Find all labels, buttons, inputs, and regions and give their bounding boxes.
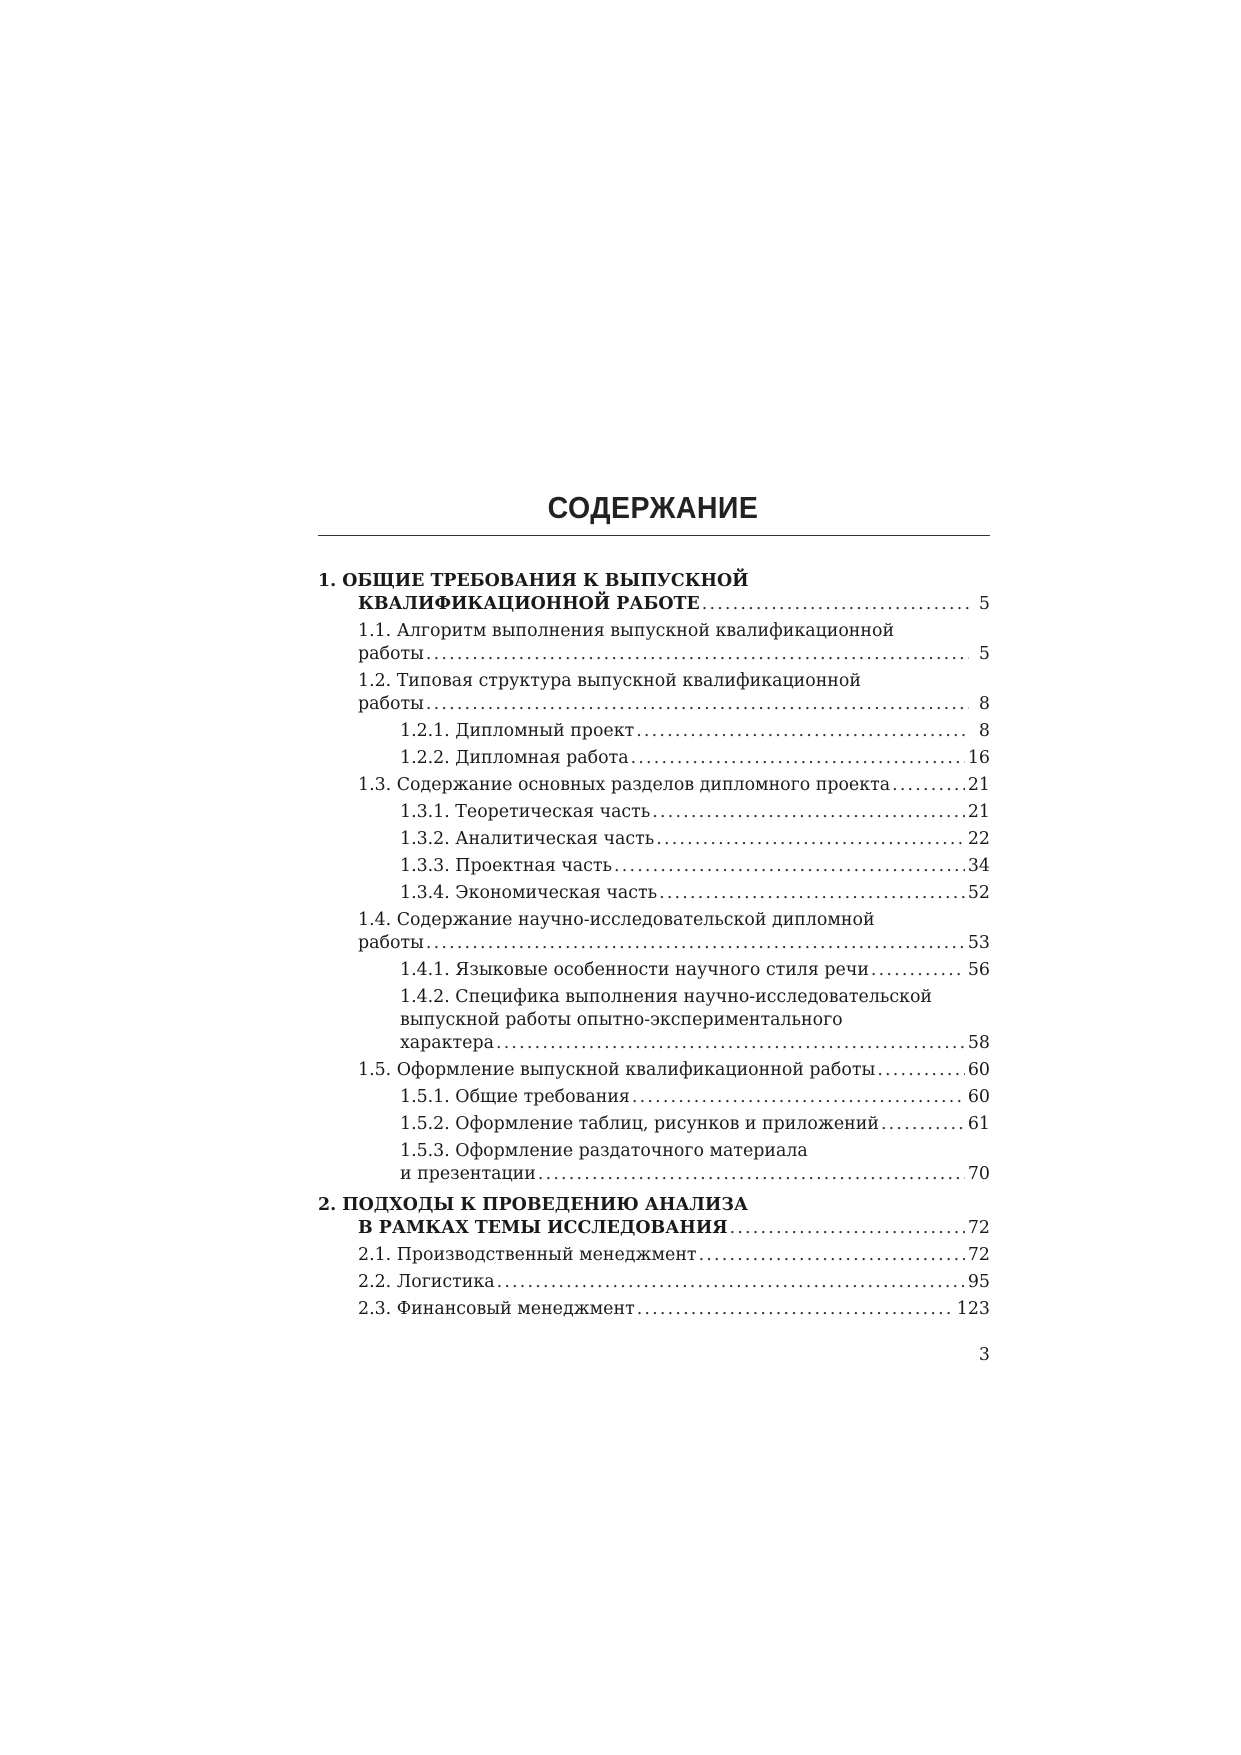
toc-entry-line xyxy=(358,1244,990,1267)
toc-entry-title: КВАЛИФИКАЦИОННОЙ РАБОТЕ xyxy=(358,594,700,614)
toc-entry-line xyxy=(358,643,990,666)
toc-entry-page: 61 xyxy=(967,1114,990,1134)
toc-entry-title: 1.5.2. Оформление таблиц, рисунков и приложений xyxy=(400,1114,879,1134)
toc-entry-title: работы xyxy=(358,933,424,953)
dot-leader xyxy=(426,643,969,666)
toc-entry-line xyxy=(400,1086,990,1109)
page-number: 3 xyxy=(978,1345,990,1365)
dot-leader xyxy=(652,801,965,824)
toc-entry xyxy=(318,1298,990,1321)
toc-entry-title: 2.3. Финансовый менеджмент xyxy=(358,1299,635,1319)
dot-leader xyxy=(614,855,965,878)
toc-entry-page: 53 xyxy=(967,933,990,953)
dot-leader xyxy=(631,747,965,770)
toc-entry xyxy=(318,1059,990,1082)
toc-entry-page: 72 xyxy=(967,1245,990,1265)
dot-leader xyxy=(871,959,965,982)
toc-entry-title: 1.3.2. Аналитическая часть xyxy=(400,829,655,849)
toc-entry-page: 60 xyxy=(967,1060,990,1080)
toc-entry-line xyxy=(400,959,990,982)
toc-entry xyxy=(318,1140,990,1186)
dot-leader xyxy=(730,1217,965,1240)
dot-leader xyxy=(881,1113,965,1136)
toc-entry-title: 1.2.1. Дипломный проект xyxy=(400,721,635,741)
toc-entry-page: 95 xyxy=(967,1272,990,1292)
dot-leader xyxy=(702,593,969,616)
toc-entry xyxy=(318,1244,990,1267)
dot-leader xyxy=(699,1244,965,1267)
toc-entry-line xyxy=(358,693,990,716)
toc-entry-title: 1.4.1. Языковые особенности научного стиля речи xyxy=(400,960,869,980)
toc-entry-line xyxy=(400,1163,990,1186)
toc-entry-page: 8 xyxy=(978,721,990,741)
dot-leader xyxy=(538,1163,965,1186)
toc-entry-title: 1.2.2. Дипломная работа xyxy=(400,748,629,768)
toc-entry-line xyxy=(400,855,990,878)
toc-entry xyxy=(318,959,990,982)
toc-entry-page: 16 xyxy=(967,748,990,768)
toc-entry-title: и презентации xyxy=(400,1164,536,1184)
toc-entry-title: 1.5. Оформление выпускной квалификационной работы xyxy=(358,1060,876,1080)
toc-entry-title: В РАМКАХ ТЕМЫ ИССЛЕДОВАНИЯ xyxy=(358,1218,728,1238)
toc-entry xyxy=(318,828,990,851)
toc-entry-page: 8 xyxy=(978,694,990,714)
toc-entry-page: 70 xyxy=(967,1164,990,1184)
toc-entry-line xyxy=(358,1271,990,1294)
toc-entry xyxy=(318,620,990,666)
toc-entry-page: 34 xyxy=(967,856,990,876)
toc-entry-line xyxy=(358,1059,990,1082)
dot-leader xyxy=(426,693,969,716)
dot-leader xyxy=(496,1032,965,1055)
toc-entry xyxy=(318,570,990,616)
toc-entry-title-start: 1.5.3. Оформление раздаточного материала xyxy=(400,1141,808,1161)
dot-leader xyxy=(877,1059,965,1082)
toc-entry-line xyxy=(400,1113,990,1136)
toc-entry-title: работы xyxy=(358,644,424,664)
toc-entry-page: 123 xyxy=(956,1299,990,1319)
toc-entry-title: 1.3. Содержание основных разделов дипломного проекта xyxy=(358,775,891,795)
toc-entry xyxy=(318,720,990,743)
toc-entry xyxy=(318,986,990,1055)
toc-entry xyxy=(318,909,990,955)
toc-entry-page: 5 xyxy=(978,644,990,664)
dot-leader xyxy=(632,1086,965,1109)
page-title: СОДЕРЖАНИЕ xyxy=(547,490,759,525)
title-divider xyxy=(318,535,990,536)
toc-entry-line xyxy=(358,932,990,955)
toc-entry-line xyxy=(400,1032,990,1055)
toc-entry-page: 22 xyxy=(967,829,990,849)
toc-entry-page: 58 xyxy=(967,1033,990,1053)
toc-entry-title: 1.3.1. Теоретическая часть xyxy=(400,802,651,822)
toc-entry xyxy=(318,670,990,716)
toc-entry-title: 2.1. Производственный менеджмент xyxy=(358,1245,697,1265)
toc-entry-title: 1.3.4. Экономическая часть xyxy=(400,883,658,903)
table-of-contents xyxy=(318,570,990,1321)
dot-leader xyxy=(636,720,969,743)
toc-entry xyxy=(318,1113,990,1136)
toc-entry-title: 1.3.3. Проектная часть xyxy=(400,856,613,876)
toc-entry xyxy=(318,855,990,878)
toc-entry-title-start: 1.2. Типовая структура выпускной квалификационной xyxy=(358,671,861,691)
toc-entry xyxy=(318,882,990,905)
toc-entry-title-start: 1.1. Алгоритм выполнения выпускной квалификационной xyxy=(358,621,895,641)
toc-entry-line xyxy=(400,747,990,770)
toc-entry-title-start: 1.4. Содержание научно-исследовательской дипломной xyxy=(358,910,875,930)
toc-entry-page: 21 xyxy=(967,775,990,795)
dot-leader xyxy=(497,1271,965,1294)
toc-entry-line xyxy=(318,1217,990,1240)
toc-entry-line xyxy=(400,882,990,905)
toc-entry-line xyxy=(318,593,990,616)
toc-entry-page: 52 xyxy=(967,883,990,903)
toc-entry-title: 1.5.1. Общие требования xyxy=(400,1087,630,1107)
toc-entry xyxy=(318,774,990,797)
toc-entry xyxy=(318,1086,990,1109)
toc-entry-line xyxy=(400,720,990,743)
dot-leader xyxy=(656,828,965,851)
toc-entry-title-start: 2. ПОДХОДЫ К ПРОВЕДЕНИЮ АНАЛИЗА xyxy=(318,1195,749,1215)
toc-entry-title-start: 1.4.2. Специфика выполнения научно-исследовательской выпускной работы опытно-экспериментального xyxy=(400,987,933,1030)
toc-entry xyxy=(318,747,990,770)
toc-entry-line xyxy=(358,1298,990,1321)
toc-entry-line xyxy=(358,774,990,797)
toc-entry-title: 2.2. Логистика xyxy=(358,1272,495,1292)
toc-entry-page: 21 xyxy=(967,802,990,822)
dot-leader xyxy=(659,882,965,905)
toc-entry-title: работы xyxy=(358,694,424,714)
toc-entry xyxy=(318,801,990,824)
dot-leader xyxy=(892,774,965,797)
toc-entry-page: 56 xyxy=(967,960,990,980)
dot-leader xyxy=(637,1298,954,1321)
toc-entry xyxy=(318,1271,990,1294)
toc-entry-title-start: 1. ОБЩИЕ ТРЕБОВАНИЯ К ВЫПУСКНОЙ xyxy=(318,571,749,591)
toc-entry-page: 5 xyxy=(978,594,990,614)
toc-entry-page: 60 xyxy=(967,1087,990,1107)
dot-leader xyxy=(426,932,965,955)
toc-entry-line xyxy=(400,801,990,824)
toc-entry-title: характера xyxy=(400,1033,494,1053)
toc-entry xyxy=(318,1194,990,1240)
toc-entry-page: 72 xyxy=(967,1218,990,1238)
toc-entry-line xyxy=(400,828,990,851)
